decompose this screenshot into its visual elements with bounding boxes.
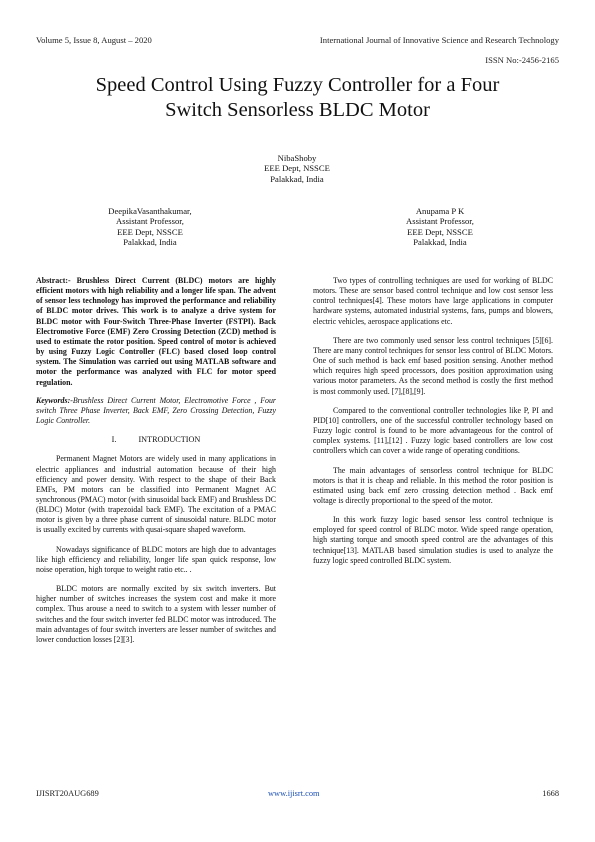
footer-paper-id: IJISRT20AUG689 (36, 789, 99, 798)
author-role: Assistant Professor, (116, 216, 184, 227)
title-line-1: Speed Control Using Fuzzy Controller for a Four (95, 74, 500, 96)
body-paragraph: Two types of controlling techniques are used for working of BLDC motors. These are sensor based control technique and low cost sensor less control techniques[4]. These motors have large applications in computer hardware systems, automated industrial systems, fans, pumps and blowers, electric vehicles, aerospace applications etc. (313, 276, 553, 326)
abstract-text: Brushless Direct Current (BLDC) motors are highly efficient motors with high reliability and a longer life span. The advent of sensor less technology has improved the performance and reliability of BLDC motor drives. This work is to analyze a drive system for BLDC motor with Four-Switch Three-Phase Inverter (FSTPI). Back Electromotive Force (EMF) Zero Crossing Detection (ZCD) method is used to estimate the rotor position. Speed control of motor is achieved by using Fuzzy Logic Controller (FLC) based closed loop control system. The Simulation was carried out using MATLAB software and motor the performance was analyzed with FLC for motor speed regulation. (36, 276, 276, 387)
author-block-2 (50, 206, 250, 248)
section-number: I. (111, 435, 117, 445)
paper-title (30, 73, 565, 123)
author-name: NibaShoby (277, 153, 317, 163)
author-name: DeepikaVasanthakumar, (108, 206, 192, 216)
body-paragraph: In this work fuzzy logic based sensor less control technique is employed for speed control of BLDC motor. Wide speed range operation, high starting torque and smooth speed control are the advantages of this technique[13]. MATLAB based simulation studies is used to analyze the fuzzy logic speed controlled BLDC system. (313, 515, 553, 565)
abstract-label: Abstract:- (36, 276, 71, 285)
keywords (36, 396, 276, 426)
abstract (36, 276, 276, 388)
section-heading (36, 435, 276, 445)
author-dept: EEE Dept, NSSCE (407, 226, 473, 237)
keywords-text: Brushless Direct Current Motor, Electromotive Force , Four switch Three Phase Inverter, Back EMF, Zero Crossing Detection, Fuzzy Logic Controller. (36, 395, 276, 426)
author-block-1 (197, 153, 397, 184)
header-volume: Volume 5, Issue 8, August – 2020 (36, 35, 152, 45)
author-block-3 (340, 206, 540, 248)
body-paragraph: BLDC motors are normally excited by six switch inverters. But higher number of switches increases the system cost and make it more complex. Thus arouse a need to switch to a system with lesser number of switches and the four switch inverter fed BLDC motor was introduced. The main advantages of four switch inverters are lesser number of switches and lower conduction losses [2][3]. (36, 584, 276, 644)
body-paragraph: The main advantages of sensorless control technique for BLDC motors is that it is cheap and reliable. In this method the rotor position is estimated using back emf zero crossing detection method . Back emf voltage is directly proportional to the speed of the motor. (313, 465, 553, 505)
footer-website-link[interactable]: www.ijisrt.com (268, 789, 320, 798)
header-journal: International Journal of Innovative Science and Research Technology (319, 35, 559, 45)
footer-page-number: 1668 (542, 789, 559, 798)
author-role: Assistant Professor, (406, 216, 474, 227)
body-paragraph: Compared to the conventional controller technologies like P, PI and PID[10] controllers, one of the successful controller technology based on Fuzzy logic control is found to be more advantageous for the control of complex systems. [11],[12] . Fuzzy logic based controllers are low cost controllers which can cover a wide range of operating conditions. (313, 405, 553, 456)
keywords-label: Keywords:- (36, 395, 73, 405)
left-column (36, 276, 276, 654)
body-paragraph: Permanent Magnet Motors are widely used in many applications in electric appliances and industrial automation because of their high efficiency and power density. With respect to the shape of their Back EMFs, PM motors can be classified into Permanent Magnet AC synchronous (PMAC) motor (with sinusoidal back EMF) and Brushless DC (BLDC) Motor (with trapezoidal back EMF). The excitation of a PMAC motor is given by a three phase current of sinusoidal nature. BLDC motor is usually excited by currents with qusai-square shaped waveform. (36, 454, 276, 535)
author-place: Palakkad, India (413, 237, 467, 248)
body-paragraph: Nowadays significance of BLDC motors are high due to advantages like high efficiency and reliability, longer life span quick response, low noise operation, high torque to weight ratio etc.. . (36, 544, 276, 574)
author-dept: EEE Dept, NSSCE (117, 226, 183, 237)
author-place: Palakkad, India (270, 173, 324, 184)
author-dept: EEE Dept, NSSCE (264, 163, 330, 174)
author-name: Anupama P K (415, 206, 465, 216)
header-issn: ISSN No:-2456-2165 (485, 55, 559, 65)
body-paragraph: There are two commonly used sensor less control techniques [5][6]. There are many control techniques for sensor less control of BLDC Motors. One of such method is back emf based position sensing. Another method which requires high speed processors, does position approximation using various motor parameters. As the second method is costly the first method is most commonly used. [7],[8],[9]. (313, 335, 553, 396)
title-line-2: Switch Sensorless BLDC Motor (165, 99, 430, 121)
right-column (313, 276, 553, 575)
author-place: Palakkad, India (123, 237, 177, 248)
section-title: INTRODUCTION (138, 435, 201, 445)
